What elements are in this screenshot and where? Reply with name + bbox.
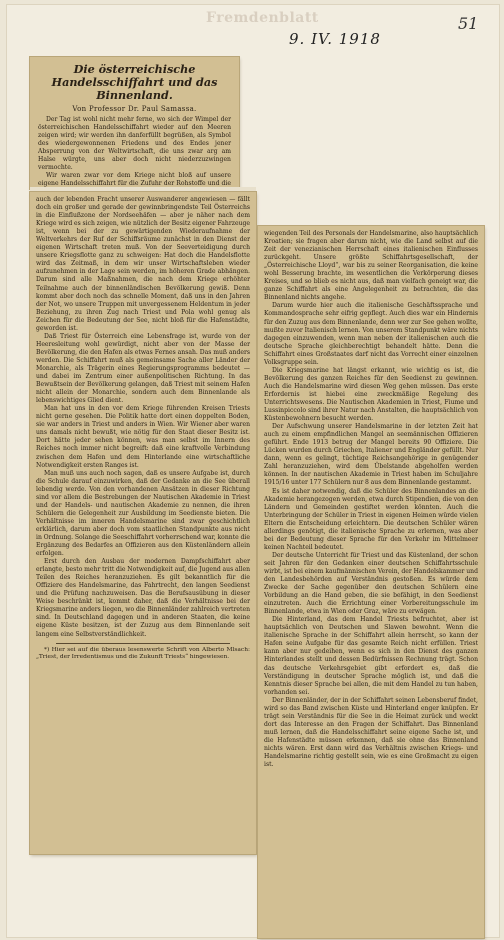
paragraph: Darum wurde hier auch die italienische Geschäftssprache und Kommandosprache sehr eifrig gepflegt. Auch dies war ein Hindernis für den Zuzug aus dem Binnenlande, denn wer zur See gehen wollte, mußte zuvor Italienisch lernen. Von unserem Standpunkt wäre nichts dagegen einzuwenden, wenn man neben der italienischen auch die deutsche Sprache gleichberechtigt behandelt hätte. Denn die Schiffahrt eines Großstaates darf nicht das Vorrecht einer einzelnen Volksgruppe sein. <box>264 302 478 366</box>
article-author: Von Professor Dr. Paul Samassa. <box>72 105 197 113</box>
paragraph: Der Aufschwung unserer Handelsmarine in der letzten Zeit hat auch zu einem empfindlichen Mangel an seemännischen Offizieren geführt. Ende 1913 betrug der Mangel bereits 90 Offiziere. Die Lücken wurden durch Griechen, Italiener und Engländer gefüllt. Nur dann, wenn es gelingt, tüchtige Reichsangehörige in genügender Zahl heranzuziehen, wird dem Übelstande abgeholfen werden können. In der nautischen Akademie in Triest haben im Schuljahre 1915/16 unter 177 Schülern nur 8 aus dem Binnenlande gestammt. <box>264 423 478 487</box>
paragraph: Erst durch den Ausbau der modernen Dampfschiffahrt aber erlangte, besto mehr tritt die Notwendigkeit auf, die Jugend aus allen Teilen des Reiches heranzuziehen. Es gilt bekanntlich für die Offiziere des Handelsmarine, das Fahrtrecht, den langen Seedienst und die Prüfung nachzuweisen. Das die Berufsausübung in dieser Weise beschränkt ist, kommt daher, daß die Verhältnisse bei der Kriegsmarine anders liegen, wo die Binnenländer zahlreich vertreten sind. In Deutschland dagegen und in anderen Staaten, die keine eigene Küste besitzen, ist der Zuzug aus dem Binnenlande seit langem eine Selbstverständlichkeit. <box>36 558 251 638</box>
footnote: *) Hier sei auf die überaus lesenswerte Schrift von Alberto Mlsach: „Triest, der Irredentismus und die Zukunft Triests“ hingewiesen. <box>36 646 250 661</box>
paragraph: Die Kriegsmarine hat längst erkannt, wie wichtig es ist, die Bevölkerung des ganzen Reiches für den Seedienst zu gewinnen. Auch die Handelsmarine wird diesen Weg gehen müssen. Das erste Erfordernis ist hiebei eine zweckmäßige Regelung des Unterrichtswesens. Die Nautischen Akademien in Triest, Fiume und Lussinpiccolo sind ihrer Natur nach Anstalten, die hauptsächlich von Küstenbewohnern besucht werden. <box>264 366 478 423</box>
clipping-column-right <box>258 226 484 938</box>
paragraph: Der Tag ist wohl nicht mehr ferne, wo sich der Wimpel der österreichischen Handelsschiffahrt wieder auf den Meeren zeigen wird; wir werden ihn danferfüllt begrüßen, als Symbol des wiedergewonnenen Friedens und des Endes jener Absperrung von der Weltwirtschaft, die uns zwar arg am Halse würgte, uns aber doch nicht niederzuzwingen vermochte. <box>38 116 231 172</box>
paragraph: Der deutsche Unterricht für Triest und das Küstenland, der schon seit Jahren für den Gedanken einer deutschen Schiffahrtsschule wirbt, ist bei einem kaufmännischen Verein, der Handelskammer und den Landesbehörden auf Verständnis gestoßen. Es würde dem Zwecke der Sache gegenüber den deutschen Schülern eine Vorbildung an die Hand geben, die sie befähigt, in den Seedienst einzutreten. Auch die Errichtung einer Vorbereitungsschule im Binnenlande, etwa in Wien oder Graz, wäre zu erwägen. <box>264 551 478 616</box>
article-title: Die österreichische Handelsschiffahrt und das Binnenland. <box>51 62 218 102</box>
paragraph: Daß Triest für Österreich eine Lebensfrage ist, wurde von der Heeresleitung wohl gewürdigt, nicht aber von der Masse der Bevölkerung, die den Hafen als etwas Fernes ansah. Das muß anders werden. Die Schiffahrt muß als gemeinsame Sache aller Länder der Monarchie, als Trägerin eines Regierungsprogramms bedeutet — und dabei im Zentrum einer außenpolitischen Richtung. In das Bewußtsein der Bevölkerung gelangen, daß Triest mit seinem Hafen nicht allein der Monarchie, sondern auch dem Binnenlande als lebenswichtiges Glied dient. <box>36 332 250 405</box>
newspaper-stamp: Fremdenblatt <box>206 10 319 26</box>
paragraph: wiegenden Teil des Personals der Handelsmarine, also hauptsächlich Kroatien; sie fragen aber darum nicht, wie die Land selbst auf die Zeit der venezianischen Herrschaft eines italienischen Einflusses zurückgeht. Unsere größte Schiffahrtsgesellschaft, der „Österreichische Lloyd“, war bis zu seiner Reorganisation, die keine wohl Besserung brachte, im wesentlichen die Verkörperung dieses Kreises, und so blieb es nicht aus, daß man vielfach geneigt war, die ganze Schiffahrt als eine Angelegenheit zu betrachten, die das Binnenland nichts angehe. <box>264 230 478 302</box>
page-number: 51 <box>458 14 479 33</box>
paragraph: Wir waren zwar vor dem Kriege nicht bloß auf unsere eigene Handelsschiffahrt für die Zufuhr der Rohstoffe und die <box>38 172 231 188</box>
paragraph: Der Binnenländer, der in der Schiffahrt seinen Lebensberuf findet, wird so das Band zwischen Küste und Hinterland enger knüpfen. Er trägt sein Verständnis für die See in die Heimat zurück und weckt dort das Interesse an den Fragen der Schiffahrt. Das Binnenland muß lernen, daß die Handelsschiffahrt seine eigene Sache ist, und die Hafenstädte müssen erkennen, daß sie ohne das Binnenland nichts wären. Erst dann wird das Verhältnis zwischen Kriegs- und Handelsmarine richtig gestellt sein, wie es eine Großmacht zu eigen ist. <box>264 696 478 769</box>
paragraph: Man muß uns auch noch sagen, daß es unsere Aufgabe ist, durch die Schule darauf einzuwirken, daß der Gedanke an die See überall lebendig werde. Von den vorhandenen Ansätzen in dieser Richtung sind vor allem die Bestrebungen der Nautischen Akademie in Triest und der Handels- und nautischen Akademie zu nennen, die ihren Schülern die Gelegenheit zur Ausbildung im Seedienste bieten. Die Verhältnisse im inneren Handelsmarine sind zwar geschichtlich erklärlich, darum aber doch vom staatlichen Standpunkte aus nicht in Ordnung. Solange die Seeschiffahrt vorherrschend war, konnte die Ergänzung des Bedarfes an Offizieren aus den Küstenländern allein erfolgen. <box>36 469 250 558</box>
paragraph: Die Hinterland, das dem Handel Triests befruchtet, aber ist hauptsächlich von Deutschen und Slawen bewohnt. Wenn die italienische Sprache in der Schiffahrt allein herrscht, so kann der Hafen seine Aufgabe für das gesamte Reich nicht erfüllen. Triest kann aber nur gedeihen, wenn es sich in den Dienst des ganzen Hinterlandes stellt und dessen Bedürfnissen Rechnung trägt. Schon das deutsche Verkehrsgebiet gibt erfordert es, daß die Verständigung in deutscher Sprache möglich ist, und daß die Kenntnis dieser Sprache bei allen, die mit dem Handel zu tun haben, vorhanden sei. <box>264 616 478 696</box>
handwritten-date: 9. IV. 1918 <box>289 30 381 48</box>
clipping-column-left <box>30 192 256 854</box>
paragraph: Es ist daher notwendig, daß die Schüler des Binnenlandes an die Akademie herangezogen werden, etwa durch Stipendien, die von den Ländern und Gemeinden gestiftet werden könnten. Auch die Unterbringung der Schüler in Triest in eigenen Heimen würde vielen Eltern die Entscheidung erleichtern. Die deutschen Schüler wären allerdings genötigt, die italienische Sprache zu erlernen, was aber bei der Bedeutung dieser Sprache für den Verkehr im Mittelmeer keinen Nachteil bedeutet. <box>264 487 478 551</box>
paragraph: Man hat uns in den vor dem Kriege führenden Kreisen Triests nicht gerne gesehen. Die Politik hatte dort einen doppelten Boden, sie war anders in Triest und anders in Wien. Wir Wiener aber waren uns damals nicht bewußt, wie nötig für den Staat dieser Besitz ist. Dort hätte jeder sehen können, was man selbst im Innern des Reiches noch immer nicht begreift: daß eine kraftvolle Verbindung zwischen dem Hafen und dem Hinterlande eine wirtschaftliche Notwendigkeit ersten Ranges ist. <box>36 405 250 469</box>
clipping-header <box>30 57 239 189</box>
paragraph: auch der lebenden Fracht unserer Auswanderer angewiesen — fällt doch ein großer und gerade der gewinnbringendste Teil Österreichs in die Einflußzone der Nordseehäfen — aber je näher nach dem Kriege wird es sich zeigen, wie nützlich der Besitz eigener Fahrzeuge ist, wenn bei der zu gewärtigenden Wiederaufnahme der Weltverkehrs der Ruf der Schiffsräume zunächst in den Dienst der eigenen Wirtschaft treten muß. Von der Seeverteidigung durch unsere Kriegsflotte ganz zu schweigen: Hat doch die Handelsflotte wird das Zeitmaß, in dem wir unser Wirtschaftsleben wieder aufzunehmen in der Lage sein werden, im höheren Grade abhängen. Darum sind alle Maßnahmen, die nach dem Kriege erhöhter Teilnahme auch der binnenländischen Bevölkerung gewiß. Denn kommt aber doch noch das schnelle Moment, daß uns in den Jahren der Not, wo unsere Truppen mit unvergessenem Heldentum in jeder Beziehung, zu ihren Zug nach Triest und Pola wohl genug als Zeichen für die Bedeutung der See, nicht bloß für die Hafenstädte, geworden ist. <box>36 196 250 332</box>
footnote-divider <box>56 643 230 644</box>
